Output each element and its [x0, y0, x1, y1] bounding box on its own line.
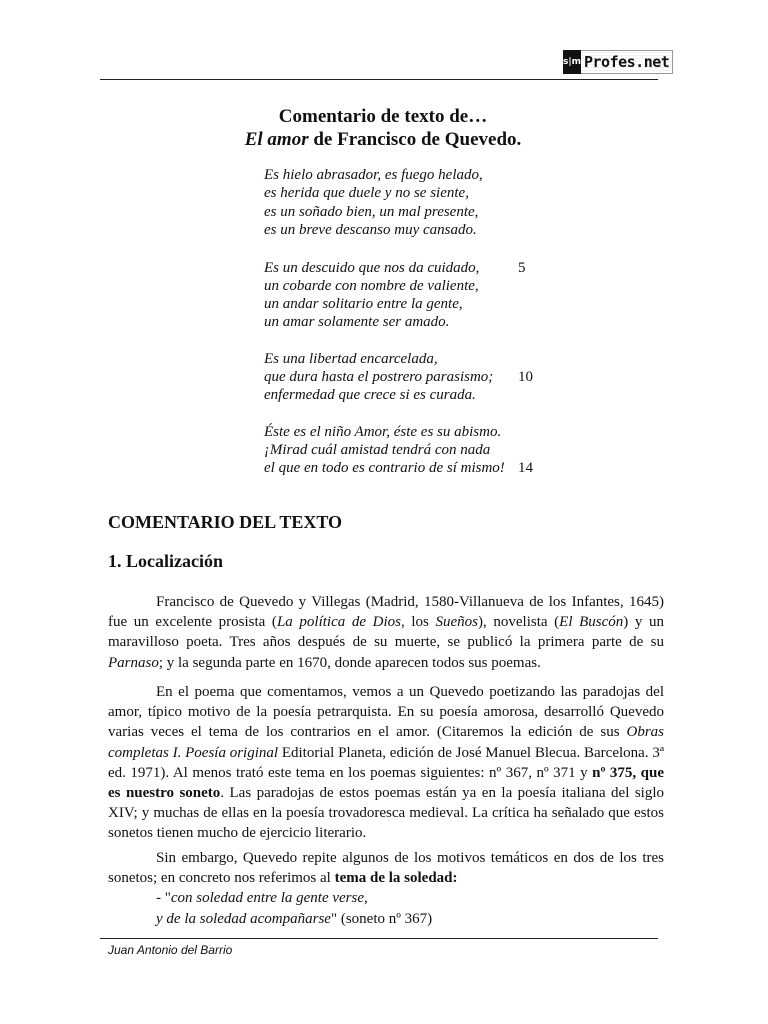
work-title: La política de Dios [276, 614, 401, 631]
work-title: Obras completas I. Poesía original [108, 724, 664, 761]
section-heading: COMENTARIO DEL TEXTO [108, 512, 343, 532]
paragraph-3 [108, 848, 664, 929]
text-run: Editorial Planeta, edición de José Manuel Blecua. Barcelona. 3ª ed. 1971). Al menos trató este tema en los poemas siguientes: nº 367, nº 371 y [108, 744, 664, 781]
text-run: Francisco de Quevedo y Villegas (Madrid, 1580-Villanueva de los Infantes, 1645) fue un excelente prosista ( [108, 594, 664, 631]
profes-net-logo [563, 50, 673, 74]
text-run: Sin embargo, Quevedo repite algunos de los motivos temáticos en dos de los tres sonetos; en concreto nos referimos al [108, 850, 664, 887]
title-author: de Francisco de Quevedo. [308, 129, 522, 150]
text-run: . Las paradojas de estos poemas están ya en la poesía italiana del siglo XIV; y muchas de ellas en la poesía trovadoresca medieval. La crítica ha señalado que estos sonetos tienen mucho de ejercicio literario. [108, 785, 665, 842]
subsection-heading: 1. Localización [108, 551, 223, 571]
verse-number: 14 [518, 460, 533, 476]
work-title: El Buscón [559, 614, 624, 631]
poem-line: que dura hasta el postrero parasismo; [264, 369, 494, 385]
footer-rule [100, 938, 658, 939]
logo-text: Profes.net [581, 50, 673, 74]
text-run: ), novelista ( [478, 614, 560, 631]
poem-line: enfermedad que crece si es curada. [264, 387, 476, 403]
footer-author: Juan Antonio del Barrio [108, 943, 233, 957]
work-title: Parnaso [108, 654, 159, 671]
text-run: - " [156, 890, 171, 907]
poem-line: Es hielo abrasador, es fuego helado, [264, 167, 483, 183]
poem-line: es un breve descanso muy cansado. [264, 222, 477, 238]
text-run: " (soneto nº 367) [330, 910, 433, 927]
poem-line: ¡Mirad cuál amistad tendrá con nada [264, 442, 491, 458]
text-run: , los [400, 614, 436, 631]
quote-line [108, 909, 664, 929]
poem-line: un andar solitario entre la gente, [264, 296, 463, 312]
logo-box: s|m [563, 50, 581, 74]
text-run: ) y un maravilloso poeta. Tres años después de su muerte, se publicó la primera parte de su [108, 614, 665, 651]
paragraph-1 [108, 592, 664, 673]
verse-number: 5 [518, 260, 526, 276]
emphasis-text: nº 375, que es nuestro soneto [108, 764, 664, 802]
poem-line: es herida que duele y no se siente, [264, 185, 469, 201]
emphasis-text: tema de la soledad: [334, 870, 458, 887]
poem-line: un cobarde con nombre de valiente, [264, 278, 479, 294]
poem-line: Éste es el niño Amor, éste es su abismo. [264, 424, 502, 440]
title-line-2 [100, 128, 666, 151]
work-title: Sueños [435, 614, 478, 631]
header-rule [100, 79, 658, 80]
poem-line: el que en todo es contrario de sí mismo! [264, 460, 505, 476]
title-line-1: Comentario de texto de… [278, 106, 488, 127]
quote-line [108, 888, 664, 908]
poem-line: es un soñado bien, un mal presente, [264, 204, 479, 220]
poem-line: Es un descuido que nos da cuidado, [264, 260, 480, 276]
title-poem-name: El amor [244, 129, 309, 150]
text-run: ; y la segunda parte en 1670, donde aparecen todos sus poemas. [158, 654, 541, 671]
text-run: En el poema que comentamos, vemos a un Quevedo poetizando las paradojas del amor, típico motivo de la poesía petrarquista. En su poesía amorosa, desarrolló Quevedo varias veces el tema de los contrarios en el amor. (Citaremos la edición de sus [108, 684, 664, 741]
paragraph-2 [108, 682, 664, 844]
poem-line: un amar solamente ser amado. [264, 314, 450, 330]
poem-line: Es una libertad encarcelada, [264, 351, 438, 367]
verse-number: 10 [518, 369, 533, 385]
quoted-verse: y de la soledad acompañarse [156, 910, 331, 927]
quoted-verse: con soledad entre la gente verse, [170, 890, 368, 907]
